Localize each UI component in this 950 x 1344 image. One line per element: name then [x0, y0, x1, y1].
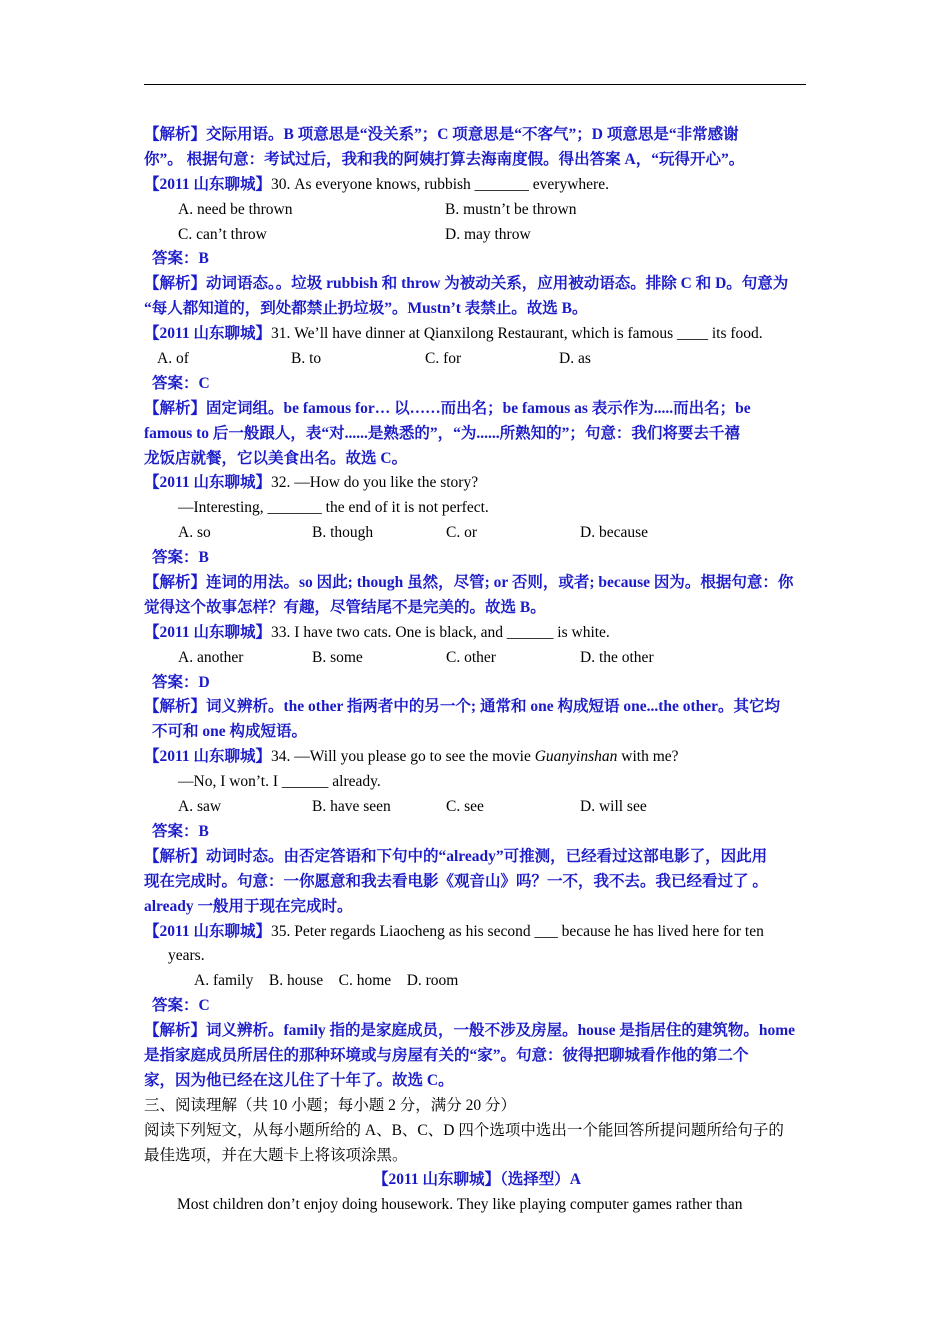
- section-3-heading: 三、阅读理解（共 10 小题；每小题 2 分，满分 20 分）: [144, 1096, 517, 1114]
- option-c: C. can’t throw: [178, 225, 267, 243]
- document-body: [144, 123, 810, 1218]
- option-b: B. to: [291, 350, 322, 368]
- question-32-reply: —Interesting, _______ the end of it is not perfect.: [178, 499, 489, 517]
- option-a: A. of: [157, 350, 189, 368]
- question-source: 【2011 山东聊城】: [144, 922, 272, 940]
- options-30-row1: [144, 198, 810, 223]
- question-source: 【2011 山东聊城】: [144, 623, 272, 641]
- option-a: A. another: [178, 648, 244, 666]
- analysis-31-line2: famous to 后一般跟人，表“对......是熟悉的”，“为......所熟知的”；句意：我们将要去千禧: [144, 424, 740, 442]
- question-30: [144, 173, 810, 198]
- analysis-30-line1: 【解析】动词语态。。垃圾 rubbish 和 throw 为被动关系，应用被动语态。排除 C 和 D。句意为: [144, 275, 789, 293]
- option-b: B. have seen: [312, 798, 391, 816]
- answer-30: 答案：B: [152, 250, 209, 268]
- analysis-31-line3: 龙饭店就餐，它以美食出名。故选 C。: [144, 449, 408, 467]
- options-34: [144, 795, 810, 820]
- section-3-instructions-line2: 最佳选项，并在大题卡上将该项涂黑。: [144, 1146, 408, 1164]
- option-c: C. see: [446, 798, 484, 816]
- analysis-32-line1: 【解析】连词的用法。so 因此; though 虽然，尽管; or 否则，或者; because 因为。根据句意：你: [144, 574, 794, 592]
- question-source: 【2011 山东聊城】: [144, 175, 272, 193]
- question-stem: 32. —How do you like the story?: [271, 474, 479, 492]
- answer-31: 答案：C: [152, 374, 210, 392]
- option-d: D. because: [580, 524, 648, 542]
- question-31: [144, 322, 810, 347]
- analysis-33-line1: 【解析】词义辨析。the other 指两者中的另一个; 通常和 one 构成短语 one...the other。其它均: [144, 698, 781, 716]
- passage-first-line: Most children don’t enjoy doing housework. They like playing computer games rather than: [177, 1196, 743, 1214]
- analysis-35-line3: 家，因为他已经在这儿住了十年了。故选 C。: [144, 1071, 454, 1089]
- option-d: D. will see: [580, 798, 647, 816]
- analysis-35-line2: 是指家庭成员所居住的那种环境或与房屋有关的“家”。句意：彼得把聊城看作他的第二个: [144, 1046, 749, 1064]
- question-stem: 31. We’ll have dinner at Qianxilong Restaurant, which is famous ____ its food.: [271, 325, 763, 343]
- question-source: 【2011 山东聊城】: [144, 474, 272, 492]
- options-32: [144, 521, 810, 546]
- question-stem: 34. —Will you please go to see the movie: [271, 748, 535, 766]
- question-35: [144, 920, 810, 945]
- answer-35: 答案：C: [152, 997, 210, 1015]
- analysis-34-line1: 【解析】动词时态。由否定答语和下句中的“already”可推测，已经看过这部电影了，因此用: [144, 847, 768, 865]
- option-b: B. some: [312, 648, 363, 666]
- option-d: D. may throw: [445, 225, 531, 243]
- option-c: C. for: [425, 350, 462, 368]
- analysis-32-line2: 觉得这个故事怎样？有趣，尽管结尾不是完美的。故选 B。: [144, 598, 546, 616]
- passage-title: 【2011 山东聊城】（选择型）A: [373, 1171, 581, 1189]
- option-c: C. other: [446, 648, 496, 666]
- question-source: 【2011 山东聊城】: [144, 748, 272, 766]
- analysis-30-line2: “每人都知道的，到处都禁止扔垃圾”。Mustn’t 表禁止。故选 B。: [144, 300, 588, 318]
- question-source: 【2011 山东聊城】: [144, 325, 272, 343]
- option-d: D. as: [559, 350, 591, 368]
- question-33: [144, 621, 810, 646]
- movie-title: Guanyinshan: [534, 748, 618, 766]
- option-b: B. house: [268, 972, 324, 990]
- analysis-34-line3: already 一般用于现在完成时。: [144, 897, 353, 915]
- question-34-reply: —No, I won’t. I ______ already.: [178, 773, 381, 791]
- section-3-instructions-line1: 阅读下列短文，从每小题所给的 A、B、C、D 四个选项中选出一个能回答所提问题所给句子的: [144, 1121, 784, 1139]
- option-d: D. the other: [580, 648, 654, 666]
- options-33: [144, 646, 810, 671]
- analysis-29-line2: 你”。 根据句意：考试过后，我和我的阿姨打算去海南度假。得出答案 A，“玩得开心”。: [144, 150, 745, 168]
- option-d: D. room: [406, 972, 459, 990]
- options-35: [144, 969, 810, 994]
- analysis-35-line1: 【解析】词义辨析。family 指的是家庭成员，一般不涉及房屋。house 是指居住的建筑物。home: [144, 1022, 796, 1040]
- analysis-31-line1: 【解析】固定词组。be famous for… 以……而出名；be famous as 表示作为.....而出名；be: [144, 399, 751, 417]
- options-31: [144, 347, 810, 372]
- question-32: [144, 471, 810, 496]
- question-stem: 35. Peter regards Liaocheng as his second ___ because he has lived here for ten: [271, 922, 764, 940]
- option-a: A. so: [178, 524, 211, 542]
- question-35-continued: years.: [168, 947, 205, 965]
- answer-32: 答案：B: [152, 549, 209, 567]
- option-c: C. or: [446, 524, 477, 542]
- option-c: C. home: [338, 972, 392, 990]
- option-b: B. though: [312, 524, 374, 542]
- options-30-row2: [144, 223, 810, 248]
- option-b: B. mustn’t be thrown: [445, 200, 577, 218]
- option-a: A. need be thrown: [178, 200, 293, 218]
- analysis-34-line2: 现在完成时。句意：一你愿意和我去看电影《观音山》吗？一不，我不去。我已经看过了 。: [144, 872, 768, 890]
- question-stem-end: with me?: [617, 748, 679, 766]
- question-stem: 30. As everyone knows, rubbish _______ everywhere.: [271, 175, 609, 193]
- analysis-29-line1: 【解析】交际用语。B 项意思是“没关系”；C 项意思是“不客气”；D 项意思是“非常感谢: [144, 126, 739, 143]
- question-34: [144, 745, 810, 770]
- analysis-33-line2: 不可和 one 构成短语。: [152, 723, 308, 741]
- option-a: A. saw: [178, 798, 222, 816]
- header-rule: [144, 84, 806, 85]
- option-a: A. family: [194, 972, 254, 990]
- question-stem: 33. I have two cats. One is black, and ______ is white.: [271, 623, 610, 641]
- answer-33: 答案：D: [152, 673, 210, 691]
- answer-34: 答案：B: [152, 822, 209, 840]
